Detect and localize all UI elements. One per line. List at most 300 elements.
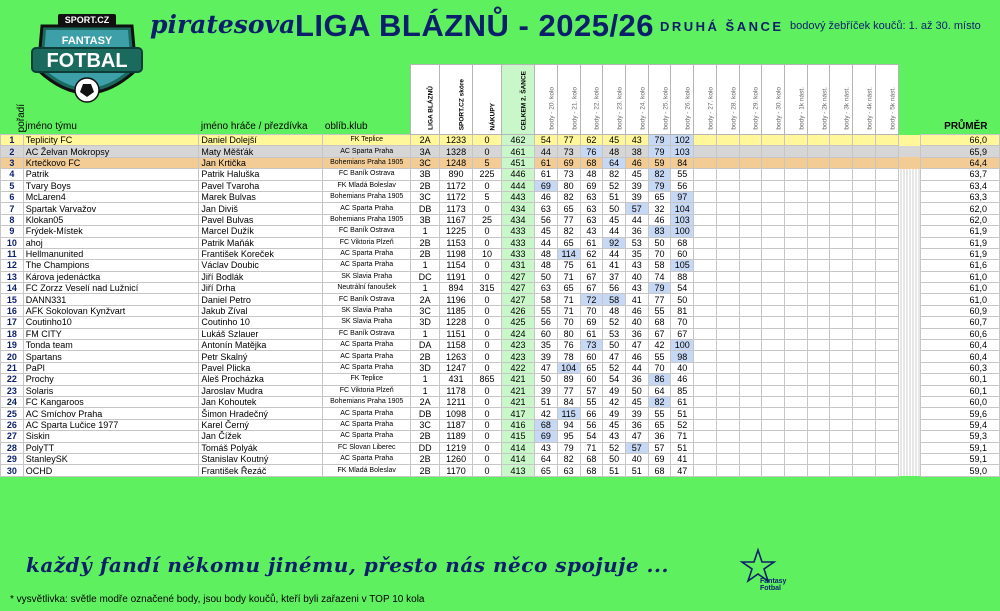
round-points-cell-empty <box>694 214 717 225</box>
round-points-cell-empty <box>784 453 807 464</box>
round-points-cell: 55 <box>648 408 671 419</box>
round-points-cell-empty <box>762 351 785 362</box>
round-points-cell: 40 <box>625 453 648 464</box>
round-points-cell-empty <box>875 214 898 225</box>
filler-cell <box>898 362 921 373</box>
round-points-cell: 60 <box>535 328 558 339</box>
filler-cell <box>898 317 921 328</box>
round-points-cell: 47 <box>625 340 648 351</box>
liga-cell: 1 <box>411 283 440 294</box>
sport-score-cell: 1248 <box>440 157 473 168</box>
round-points-cell-empty <box>807 453 830 464</box>
round-points-cell-empty <box>694 146 717 157</box>
player-cell: Daniel Petro <box>199 294 323 305</box>
club-cell: Bohemians Praha 1905 <box>323 157 411 168</box>
round-points-cell: 71 <box>557 305 580 316</box>
rank-cell: 30 <box>1 465 24 476</box>
club-cell: AC Sparta Praha <box>323 362 411 373</box>
round-points-cell: 43 <box>603 431 626 442</box>
nakupy-cell: 0 <box>473 396 502 407</box>
round-points-cell: 55 <box>648 351 671 362</box>
table-row <box>1 203 1000 214</box>
round-points-cell: 68 <box>648 317 671 328</box>
round-points-cell-empty <box>853 260 876 271</box>
total-cell: 433 <box>502 237 535 248</box>
round-points-cell: 48 <box>603 146 626 157</box>
avg-cell: 60,0 <box>921 396 1000 407</box>
round-points-cell-empty <box>739 271 762 282</box>
filler-cell <box>898 328 921 339</box>
rank-cell: 4 <box>1 169 24 180</box>
avg-cell: 60,4 <box>921 351 1000 362</box>
round-points-cell: 53 <box>625 237 648 248</box>
col-filler-header <box>898 65 921 135</box>
round-points-cell: 61 <box>580 260 603 271</box>
round-points-cell: 71 <box>557 271 580 282</box>
round-points-cell: 67 <box>648 328 671 339</box>
round-points-cell-empty <box>853 362 876 373</box>
rank-cell: 11 <box>1 248 24 259</box>
round-points-cell: 49 <box>603 385 626 396</box>
table-row <box>1 260 1000 271</box>
round-points-cell: 82 <box>603 169 626 180</box>
rank-cell: 9 <box>1 226 24 237</box>
round-points-cell: 82 <box>648 169 671 180</box>
rank-cell: 18 <box>1 328 24 339</box>
round-points-cell: 69 <box>580 317 603 328</box>
liga-cell: DB <box>411 203 440 214</box>
total-cell: 434 <box>502 203 535 214</box>
avg-cell: 63,4 <box>921 180 1000 191</box>
avg-cell: 61,0 <box>921 294 1000 305</box>
round-points-cell: 56 <box>535 214 558 225</box>
sport-score-cell: 1191 <box>440 271 473 282</box>
col-round-header: body - 28. kolo <box>716 65 739 135</box>
round-points-cell-empty <box>739 169 762 180</box>
round-points-cell: 63 <box>580 203 603 214</box>
round-points-cell-empty <box>694 431 717 442</box>
round-points-cell: 82 <box>648 396 671 407</box>
round-points-cell: 46 <box>535 191 558 202</box>
rank-cell: 19 <box>1 340 24 351</box>
round-points-cell: 46 <box>648 214 671 225</box>
round-points-cell-empty <box>694 248 717 259</box>
round-points-cell-empty <box>875 431 898 442</box>
club-cell: FK Mladá Boleslav <box>323 180 411 191</box>
round-points-cell-empty <box>739 385 762 396</box>
round-points-cell-empty <box>694 180 717 191</box>
nakupy-cell: 0 <box>473 419 502 430</box>
round-points-cell: 39 <box>625 191 648 202</box>
round-points-cell-empty <box>739 351 762 362</box>
sport-score-cell: 1187 <box>440 419 473 430</box>
round-points-cell-empty <box>853 248 876 259</box>
filler-cell <box>898 465 921 476</box>
round-points-cell-empty <box>875 180 898 191</box>
liga-cell: 2B <box>411 431 440 442</box>
player-cell: Karel Černý <box>199 419 323 430</box>
nakupy-cell: 0 <box>473 271 502 282</box>
round-points-cell: 44 <box>603 248 626 259</box>
col-round-header: body - 30. kolo <box>762 65 785 135</box>
round-points-cell-empty <box>716 135 739 146</box>
round-points-cell: 54 <box>535 135 558 146</box>
player-cell: Petr Skalný <box>199 351 323 362</box>
club-cell: FC Slovan Liberec <box>323 442 411 453</box>
round-points-cell: 79 <box>648 135 671 146</box>
player-cell: Šimon Hradečný <box>199 408 323 419</box>
round-points-cell-empty <box>784 191 807 202</box>
round-points-cell-empty <box>875 340 898 351</box>
round-points-cell-empty <box>739 408 762 419</box>
sport-score-cell: 1260 <box>440 453 473 464</box>
nakupy-cell: 0 <box>473 260 502 271</box>
round-points-cell: 69 <box>535 431 558 442</box>
player-cell: Coutinho 10 <box>199 317 323 328</box>
round-points-cell-empty <box>762 396 785 407</box>
col-celkem-header: CELKEM 2. ŠANCE <box>502 65 535 135</box>
round-points-cell: 40 <box>671 362 694 373</box>
club-cell: AC Sparta Praha <box>323 340 411 351</box>
round-points-cell-empty <box>784 305 807 316</box>
sport-score-cell: 1167 <box>440 214 473 225</box>
col-round-header: body - 23. kolo <box>603 65 626 135</box>
round-points-cell-empty <box>739 237 762 248</box>
round-points-cell-empty <box>875 465 898 476</box>
round-points-cell: 74 <box>648 271 671 282</box>
filler-cell <box>898 146 921 157</box>
team-cell: FC Kangaroos <box>23 396 199 407</box>
round-points-cell-empty <box>716 214 739 225</box>
round-points-cell: 98 <box>671 351 694 362</box>
round-points-cell-empty <box>807 396 830 407</box>
round-points-cell-empty <box>739 135 762 146</box>
round-points-cell-empty <box>739 431 762 442</box>
avg-cell: 60,1 <box>921 385 1000 396</box>
table-header-row <box>1 65 1000 135</box>
liga-cell: 3D <box>411 362 440 373</box>
nakupy-cell: 0 <box>473 385 502 396</box>
round-points-cell: 54 <box>603 374 626 385</box>
col-round-header: body - 24. kolo <box>625 65 648 135</box>
round-points-cell-empty <box>875 442 898 453</box>
club-cell: AC Sparta Praha <box>323 453 411 464</box>
round-points-cell-empty <box>875 362 898 373</box>
round-points-cell: 63 <box>557 465 580 476</box>
sport-score-cell: 1178 <box>440 385 473 396</box>
round-points-cell: 69 <box>648 453 671 464</box>
round-points-cell-empty <box>784 260 807 271</box>
table-row <box>1 157 1000 168</box>
page-description: bodový žebříček koučů: 1. až 30. místo <box>790 20 981 32</box>
round-points-cell-empty <box>784 351 807 362</box>
round-points-cell: 39 <box>625 408 648 419</box>
nakupy-cell: 225 <box>473 169 502 180</box>
col-round-header: body - 3k nást. <box>830 65 853 135</box>
round-points-cell: 77 <box>557 214 580 225</box>
round-points-cell: 61 <box>535 169 558 180</box>
sport-score-cell: 1173 <box>440 203 473 214</box>
round-points-cell-empty <box>739 374 762 385</box>
round-points-cell-empty <box>853 374 876 385</box>
round-points-cell: 46 <box>625 157 648 168</box>
player-cell: Aleš Procházka <box>199 374 323 385</box>
round-points-cell-empty <box>784 442 807 453</box>
avg-cell: 61,0 <box>921 271 1000 282</box>
round-points-cell-empty <box>853 203 876 214</box>
round-points-cell-empty <box>830 328 853 339</box>
round-points-cell: 42 <box>535 408 558 419</box>
round-points-cell: 89 <box>557 374 580 385</box>
table-row <box>1 351 1000 362</box>
round-points-cell-empty <box>739 260 762 271</box>
player-cell: Marcel Dužík <box>199 226 323 237</box>
table-row <box>1 169 1000 180</box>
round-points-cell-empty <box>739 214 762 225</box>
table-row <box>1 237 1000 248</box>
round-points-cell-empty <box>762 169 785 180</box>
round-points-cell-empty <box>694 191 717 202</box>
round-points-cell: 54 <box>580 431 603 442</box>
liga-cell: 3B <box>411 214 440 225</box>
table-row <box>1 305 1000 316</box>
round-points-cell-empty <box>830 317 853 328</box>
rank-cell: 22 <box>1 374 24 385</box>
round-points-cell-empty <box>807 431 830 442</box>
round-points-cell: 76 <box>580 146 603 157</box>
round-points-cell-empty <box>739 317 762 328</box>
col-round-header: body - 5k nást. <box>875 65 898 135</box>
table-row <box>1 271 1000 282</box>
col-nakupy-header: NÁKUPY <box>473 65 502 135</box>
liga-cell: 3C <box>411 157 440 168</box>
filler-cell <box>898 169 921 180</box>
nakupy-cell: 5 <box>473 157 502 168</box>
round-points-cell-empty <box>784 385 807 396</box>
club-cell: Bohemians Praha 1905 <box>323 214 411 225</box>
avg-cell: 64,4 <box>921 157 1000 168</box>
table-row <box>1 374 1000 385</box>
avg-cell: 60,6 <box>921 328 1000 339</box>
round-points-cell-empty <box>716 226 739 237</box>
round-points-cell: 46 <box>671 374 694 385</box>
round-points-cell-empty <box>694 453 717 464</box>
club-cell: FK Teplice <box>323 374 411 385</box>
sport-score-cell: 1198 <box>440 248 473 259</box>
liga-cell: 2B <box>411 453 440 464</box>
nakupy-cell: 0 <box>473 408 502 419</box>
club-cell: SK Slavia Praha <box>323 317 411 328</box>
round-points-cell: 39 <box>625 180 648 191</box>
round-points-cell-empty <box>716 408 739 419</box>
round-points-cell-empty <box>875 294 898 305</box>
round-points-cell-empty <box>716 157 739 168</box>
team-cell: Spartak Varvažov <box>23 203 199 214</box>
rank-cell: 16 <box>1 305 24 316</box>
round-points-cell-empty <box>830 169 853 180</box>
col-round-header: body - 4k nást. <box>853 65 876 135</box>
round-points-cell-empty <box>807 169 830 180</box>
round-points-cell-empty <box>875 374 898 385</box>
table-row <box>1 419 1000 430</box>
round-points-cell-empty <box>830 351 853 362</box>
avg-cell: 62,0 <box>921 214 1000 225</box>
sport-score-cell: 1211 <box>440 396 473 407</box>
round-points-cell-empty <box>853 180 876 191</box>
round-points-cell-empty <box>830 260 853 271</box>
team-cell: The Champions <box>23 260 199 271</box>
round-points-cell-empty <box>853 317 876 328</box>
round-points-cell-empty <box>784 340 807 351</box>
filler-cell <box>898 305 921 316</box>
total-cell: 424 <box>502 328 535 339</box>
round-points-cell-empty <box>716 248 739 259</box>
player-cell: Jakub Zíval <box>199 305 323 316</box>
round-points-cell: 45 <box>603 419 626 430</box>
round-points-cell: 40 <box>625 271 648 282</box>
round-points-cell-empty <box>694 328 717 339</box>
round-points-cell: 61 <box>580 328 603 339</box>
round-points-cell-empty <box>762 226 785 237</box>
round-points-cell: 57 <box>625 442 648 453</box>
total-cell: 461 <box>502 146 535 157</box>
filler-cell <box>898 431 921 442</box>
round-points-cell-empty <box>875 237 898 248</box>
round-points-cell: 69 <box>580 180 603 191</box>
team-cell: DANN331 <box>23 294 199 305</box>
round-points-cell-empty <box>694 362 717 373</box>
round-points-cell-empty <box>807 385 830 396</box>
team-cell: Solaris <box>23 385 199 396</box>
round-points-cell-empty <box>875 248 898 259</box>
filler-cell <box>898 396 921 407</box>
footer-slogan: každý fandí někomu jinému, přesto nás něco spojuje ... <box>26 553 669 577</box>
avg-cell: 65,9 <box>921 146 1000 157</box>
round-points-cell-empty <box>784 317 807 328</box>
round-points-cell-empty <box>830 465 853 476</box>
round-points-cell: 43 <box>625 135 648 146</box>
round-points-cell: 86 <box>648 374 671 385</box>
round-points-cell: 47 <box>535 362 558 373</box>
rank-cell: 29 <box>1 453 24 464</box>
team-cell: AC Sparta Lučice 1977 <box>23 419 199 430</box>
liga-cell: 1 <box>411 385 440 396</box>
round-points-cell: 47 <box>603 351 626 362</box>
rank-cell: 20 <box>1 351 24 362</box>
round-points-cell-empty <box>716 203 739 214</box>
round-points-cell-empty <box>762 374 785 385</box>
total-cell: 434 <box>502 214 535 225</box>
round-points-cell-empty <box>694 396 717 407</box>
table-row <box>1 135 1000 146</box>
round-points-cell: 40 <box>625 317 648 328</box>
liga-cell: 2B <box>411 351 440 362</box>
round-points-cell: 48 <box>535 260 558 271</box>
round-points-cell-empty <box>875 169 898 180</box>
total-cell: 444 <box>502 180 535 191</box>
round-points-cell-empty <box>807 408 830 419</box>
round-points-cell: 68 <box>580 453 603 464</box>
player-cell: Patrik Haluška <box>199 169 323 180</box>
round-points-cell-empty <box>739 157 762 168</box>
table-row <box>1 180 1000 191</box>
filler-cell <box>898 283 921 294</box>
rank-cell: 10 <box>1 237 24 248</box>
player-cell: Pavel Bulvas <box>199 214 323 225</box>
round-points-cell-empty <box>762 465 785 476</box>
round-points-cell-empty <box>830 408 853 419</box>
round-points-cell-empty <box>784 431 807 442</box>
round-points-cell-empty <box>762 419 785 430</box>
avg-cell: 61,9 <box>921 248 1000 259</box>
liga-cell: 1 <box>411 374 440 385</box>
nakupy-cell: 0 <box>473 294 502 305</box>
round-points-cell-empty <box>716 317 739 328</box>
round-points-cell: 70 <box>671 317 694 328</box>
round-points-cell-empty <box>784 294 807 305</box>
liga-cell: 2A <box>411 135 440 146</box>
round-points-cell-empty <box>694 340 717 351</box>
total-cell: 414 <box>502 442 535 453</box>
table-row <box>1 340 1000 351</box>
round-points-cell: 35 <box>625 248 648 259</box>
round-points-cell-empty <box>830 453 853 464</box>
rank-cell: 8 <box>1 214 24 225</box>
round-points-cell-empty <box>875 135 898 146</box>
round-points-cell: 50 <box>603 453 626 464</box>
round-points-cell: 43 <box>580 226 603 237</box>
round-points-cell: 51 <box>603 465 626 476</box>
liga-cell: 2B <box>411 237 440 248</box>
player-cell: Jan Čížek <box>199 431 323 442</box>
round-points-cell-empty <box>694 135 717 146</box>
round-points-cell: 84 <box>557 396 580 407</box>
round-points-cell-empty <box>875 453 898 464</box>
round-points-cell-empty <box>875 191 898 202</box>
filler-cell <box>898 408 921 419</box>
round-points-cell-empty <box>807 374 830 385</box>
round-points-cell-empty <box>784 157 807 168</box>
col-rank-header: pořadí <box>15 103 27 132</box>
nakupy-cell: 0 <box>473 180 502 191</box>
round-points-cell: 70 <box>557 317 580 328</box>
table-row <box>1 294 1000 305</box>
avg-cell: 60,7 <box>921 317 1000 328</box>
club-cell: AC Sparta Praha <box>323 408 411 419</box>
round-points-cell: 60 <box>580 351 603 362</box>
round-points-cell: 41 <box>625 294 648 305</box>
player-cell: Jiří Bodlák <box>199 271 323 282</box>
liga-cell: 3C <box>411 419 440 430</box>
round-points-cell-empty <box>784 419 807 430</box>
team-cell: Hellmanunited <box>23 248 199 259</box>
round-points-cell-empty <box>716 260 739 271</box>
round-points-cell: 56 <box>580 419 603 430</box>
round-points-cell-empty <box>830 226 853 237</box>
player-cell: Lukáš Szlauer <box>199 328 323 339</box>
sport-score-cell: 1225 <box>440 226 473 237</box>
round-points-cell-empty <box>875 283 898 294</box>
rank-cell: 5 <box>1 180 24 191</box>
total-cell: 414 <box>502 453 535 464</box>
round-points-cell-empty <box>830 362 853 373</box>
round-points-cell-empty <box>853 419 876 430</box>
col-liga-header: LIGA BLÁZNŮ <box>411 65 440 135</box>
sport-score-cell: 1228 <box>440 317 473 328</box>
sport-score-cell: 1172 <box>440 191 473 202</box>
avg-cell: 61,9 <box>921 226 1000 237</box>
round-points-cell-empty <box>875 271 898 282</box>
